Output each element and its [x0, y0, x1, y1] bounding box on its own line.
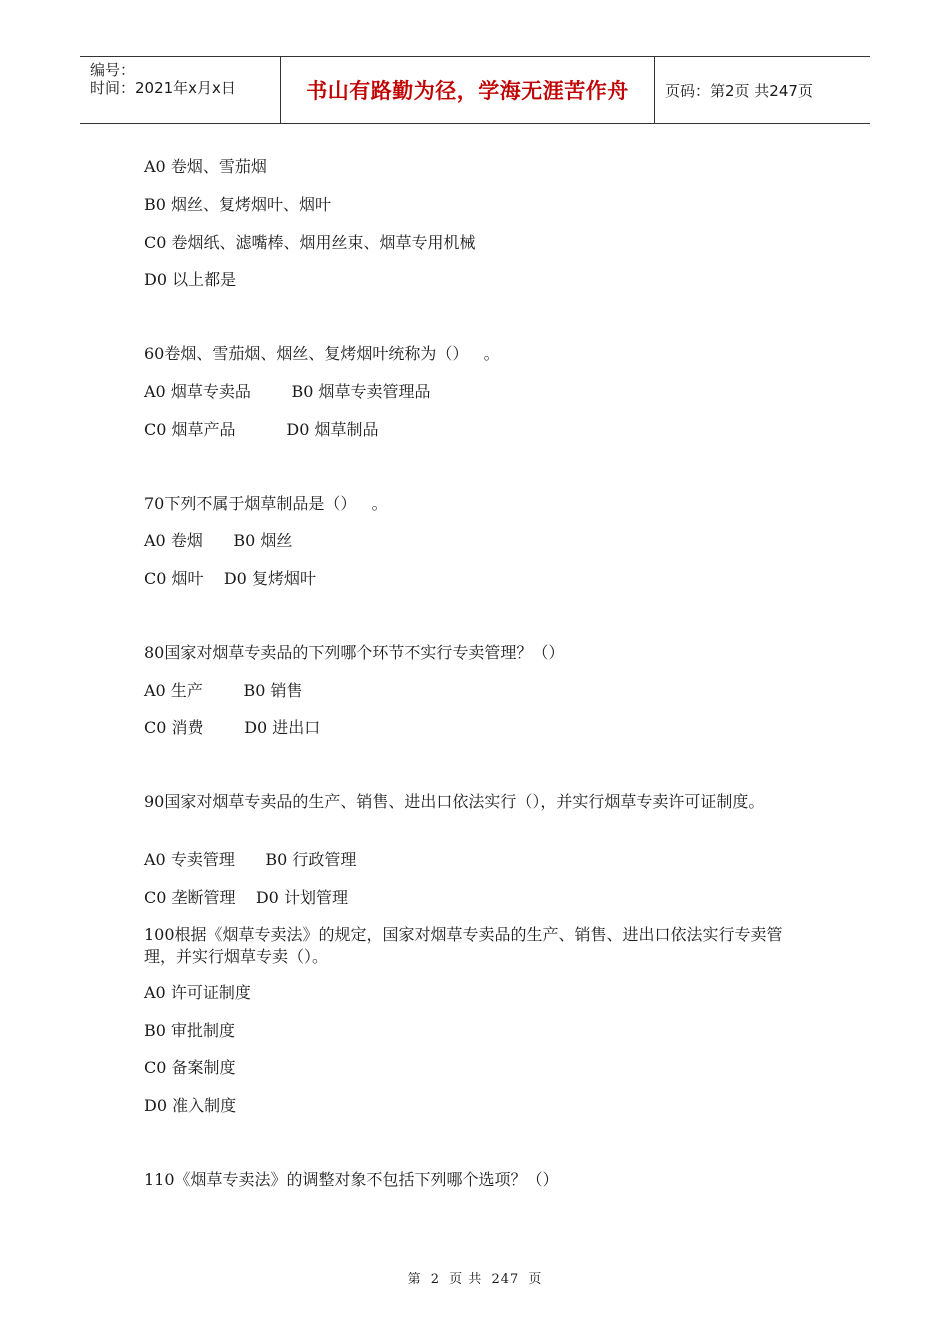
footer-prefix: 第 [407, 1272, 422, 1287]
question-line: 80国家对烟草专卖品的下列哪个环节不实行专卖管理？（） [144, 643, 565, 662]
option-line: A0 专卖管理 B0 行政管理 [144, 850, 357, 869]
footer-total-pages: 247 [491, 1272, 520, 1287]
question-line: 90国家对烟草专卖品的生产、销售、进出口依法实行（），并实行烟草专卖许可证制度。 [144, 792, 765, 811]
option-line: D0 准入制度 [144, 1096, 237, 1115]
option-line: A0 烟草专卖品 B0 烟草专卖管理品 [144, 382, 431, 401]
option-line: C0 备案制度 [144, 1058, 236, 1077]
header-motto: 书山有路勤为径，学海无涯苦作舟 [281, 57, 655, 123]
option-line: A0 许可证制度 [144, 983, 251, 1002]
option-line: C0 卷烟纸、滤嘴棒、烟用丝束、烟草专用机械 [144, 233, 476, 252]
option-line: D0 以上都是 [144, 270, 237, 289]
question-line: 110《烟草专卖法》的调整对象不包括下列哪个选项？（） [144, 1170, 559, 1189]
option-line: A0 卷烟、雪茄烟 [144, 157, 267, 176]
footer-page-number: 2 [430, 1272, 441, 1287]
option-line: A0 卷烟 B0 烟丝 [144, 531, 293, 550]
option-line: A0 生产 B0 销售 [144, 681, 303, 700]
option-line: B0 审批制度 [144, 1021, 236, 1040]
footer-middle: 页 共 [449, 1272, 483, 1287]
option-line: C0 垄断管理 D0 计划管理 [144, 888, 348, 907]
option-line: C0 烟草产品 D0 烟草制品 [144, 420, 379, 439]
footer-suffix: 页 [528, 1272, 543, 1287]
time-label: 时间：2021年x月x日 [90, 79, 236, 97]
serial-label: 编号： [90, 61, 136, 79]
option-line: C0 消费 D0 进出口 [144, 718, 321, 737]
page-header [80, 56, 870, 124]
question-line: 100根据《烟草专卖法》的规定，国家对烟草专卖品的生产、销售、进出口依法实行专卖管理，并实行烟草专卖（）。 [144, 925, 783, 966]
question-line: 70下列不属于烟草制品是（） 。 [144, 494, 388, 513]
option-line: C0 烟叶 D0 复烤烟叶 [144, 569, 316, 588]
header-meta [80, 57, 281, 123]
option-line: B0 烟丝、复烤烟叶、烟叶 [144, 195, 332, 214]
question-line: 60卷烟、雪茄烟、烟丝、复烤烟叶统称为（） 。 [144, 344, 500, 363]
header-page-info: 页码：第2页 共247页 [665, 81, 813, 100]
page-footer [0, 1268, 950, 1287]
